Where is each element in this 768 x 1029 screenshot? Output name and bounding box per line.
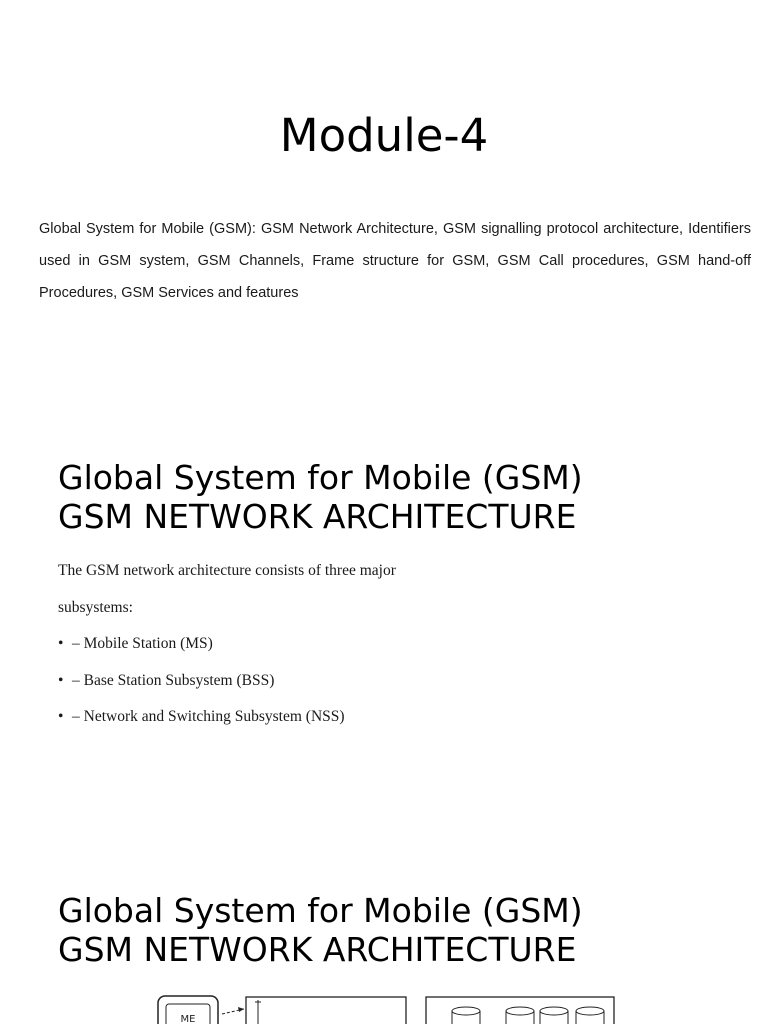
slide-title-architecture bbox=[58, 458, 738, 536]
slide-title-line-2: GSM NETWORK ARCHITECTURE bbox=[58, 497, 577, 536]
slide-title-line-1: Global System for Mobile (GSM) bbox=[58, 891, 583, 930]
base-station-subsystem-box bbox=[246, 997, 406, 1024]
list-item bbox=[58, 626, 478, 663]
module-intro-paragraph: Global System for Mobile (GSM): GSM Network Architecture, GSM signalling protocol architecture, Identifiers used in GSM system, GSM Channels, Frame structure for GSM, GSM Call procedures, GSM hand-off Procedures, GSM Services and features bbox=[39, 221, 751, 301]
radio-link-arrowhead bbox=[238, 1007, 244, 1012]
database-icon bbox=[540, 1007, 568, 1015]
subsystem-list bbox=[58, 626, 478, 736]
module-title: Module-4 bbox=[279, 109, 489, 162]
bullet-glyph: • bbox=[58, 708, 64, 725]
list-item-text: – Base Station Subsystem (BSS) bbox=[72, 671, 275, 689]
list-item bbox=[58, 663, 478, 700]
architecture-paragraph-line-2: subsystems: bbox=[58, 598, 133, 616]
list-item-text: – Mobile Station (MS) bbox=[72, 635, 213, 652]
database-icon bbox=[452, 1007, 480, 1015]
me-label: ME bbox=[180, 1014, 196, 1024]
bullet-glyph: • bbox=[58, 635, 64, 652]
architecture-body bbox=[58, 553, 478, 736]
slide-title-line-1: Global System for Mobile (GSM) bbox=[58, 458, 583, 497]
architecture-paragraph-line-1: The GSM network architecture consists of three major bbox=[58, 562, 396, 579]
database-icon bbox=[576, 1007, 604, 1015]
network-switching-subsystem-box bbox=[426, 997, 614, 1024]
list-item bbox=[58, 699, 478, 736]
database-icon bbox=[506, 1007, 534, 1015]
list-item-text: – Network and Switching Subsystem (NSS) bbox=[72, 708, 345, 725]
slide-title-line-2: GSM NETWORK ARCHITECTURE bbox=[58, 930, 577, 969]
slide-title-architecture-2 bbox=[58, 891, 738, 969]
gsm-architecture-diagram bbox=[150, 992, 620, 1029]
bullet-glyph: • bbox=[58, 671, 64, 689]
